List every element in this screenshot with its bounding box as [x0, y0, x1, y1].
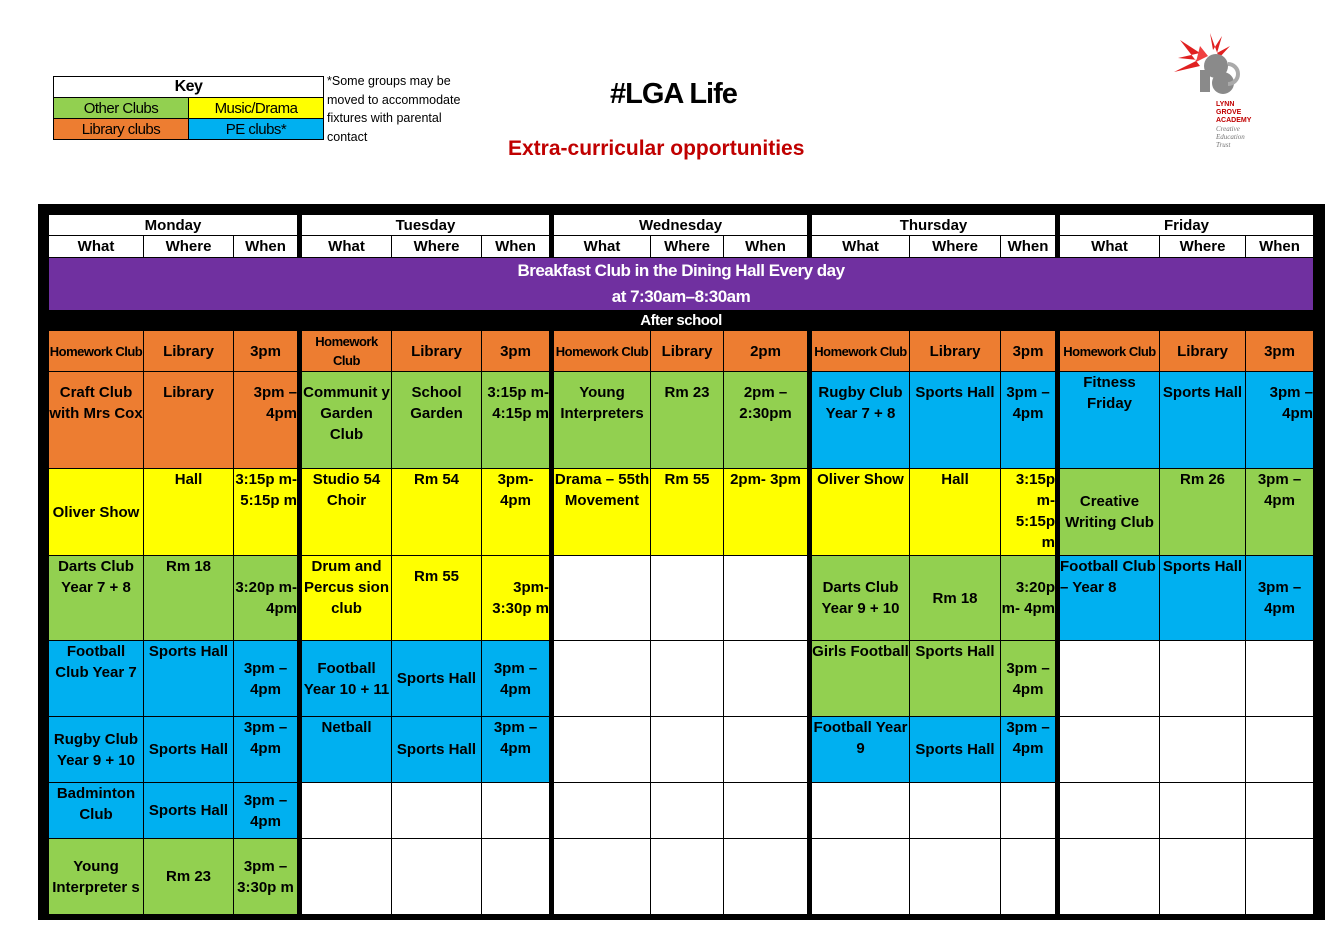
monday-what-cell: Football Club Year 7 [49, 641, 144, 717]
monday-when-cell: 3pm – 3:30p m [234, 839, 298, 915]
monday-where-cell: Hall [144, 469, 234, 556]
tuesday-what-cell [302, 783, 392, 839]
thursday-what-cell: Football Year 9 [812, 717, 910, 783]
thursday-what-cell: Homework Club [812, 331, 910, 372]
wednesday-where-cell [651, 839, 724, 915]
thursday-when-cell [1001, 839, 1056, 915]
where-header: Where [392, 236, 482, 258]
where-header: Where [910, 236, 1001, 258]
wednesday-what-cell: Homework Club [554, 331, 651, 372]
friday-what-cell [1060, 783, 1160, 839]
wednesday-where-cell: Rm 23 [651, 372, 724, 469]
tuesday-when-cell: 3pm [482, 331, 550, 372]
wednesday-where-cell [651, 783, 724, 839]
friday-where-cell [1160, 839, 1246, 915]
breakfast-line-1: Breakfast Club in the Dining Hall Every day [517, 261, 845, 280]
friday-when-cell: 3pm [1246, 331, 1314, 372]
when-header: When [724, 236, 808, 258]
thursday-where-cell: Hall [910, 469, 1001, 556]
monday-when-cell: 3pm – 4pm [234, 641, 298, 717]
breakfast-line-2: at 7:30am–8:30am [611, 287, 751, 306]
wednesday-when-cell: 2pm [724, 331, 808, 372]
after-school-banner: After school [49, 311, 1314, 331]
wednesday-when-cell [724, 641, 808, 717]
friday-when-cell: 3pm – 4pm [1246, 469, 1314, 556]
tuesday-what-cell: Football Year 10 + 11 [302, 641, 392, 717]
monday-where-cell: Sports Hall [144, 783, 234, 839]
wednesday-where-cell [651, 641, 724, 717]
wednesday-what-cell [554, 783, 651, 839]
thursday-when-cell: 3pm – 4pm [1001, 641, 1056, 717]
tuesday-when-cell: 3:15p m- 4:15p m [482, 372, 550, 469]
what-header: What [554, 236, 651, 258]
thursday-when-cell: 3:15p m- 5:15p m [1001, 469, 1056, 556]
wednesday-when-cell [724, 556, 808, 641]
monday-when-cell: 3pm [234, 331, 298, 372]
friday-what-cell [1060, 641, 1160, 717]
what-header: What [812, 236, 910, 258]
friday-where-cell [1160, 783, 1246, 839]
wednesday-when-cell: 2pm- 3pm [724, 469, 808, 556]
tuesday-when-cell [482, 783, 550, 839]
monday-what-cell: Oliver Show [49, 469, 144, 556]
key-library-clubs: Library clubs [54, 119, 189, 140]
tuesday-when-cell: 3pm- 4pm [482, 469, 550, 556]
thursday-when-cell: 3:20p m- 4pm [1001, 556, 1056, 641]
tuesday-where-cell: Library [392, 331, 482, 372]
thursday-what-cell [812, 783, 910, 839]
what-header: What [1060, 236, 1160, 258]
logo-line-2: ACADEMY [1216, 117, 1252, 124]
thursday-where-cell: Library [910, 331, 1001, 372]
friday-where-cell: Sports Hall [1160, 556, 1246, 641]
friday-when-cell: 3pm – 4pm [1246, 372, 1314, 469]
thursday-what-cell [812, 839, 910, 915]
friday-when-cell: 3pm – 4pm [1246, 556, 1314, 641]
wednesday-what-cell [554, 717, 651, 783]
where-header: Where [144, 236, 234, 258]
day-header-wednesday: Wednesday [554, 215, 808, 236]
friday-when-cell [1246, 717, 1314, 783]
page-title: #LGA Life [610, 78, 737, 110]
tuesday-where-cell: School Garden [392, 372, 482, 469]
thursday-when-cell [1001, 783, 1056, 839]
what-header: What [49, 236, 144, 258]
tuesday-what-cell: Netball [302, 717, 392, 783]
wednesday-what-cell [554, 556, 651, 641]
monday-when-cell: 3:20p m- 4pm [234, 556, 298, 641]
monday-what-cell: Badminton Club [49, 783, 144, 839]
key-table [53, 76, 324, 140]
monday-when-cell: 3:15p m- 5:15p m [234, 469, 298, 556]
tuesday-where-cell: Sports Hall [392, 717, 482, 783]
when-header: When [1246, 236, 1314, 258]
monday-where-cell: Rm 18 [144, 556, 234, 641]
tuesday-where-cell: Rm 54 [392, 469, 482, 556]
thursday-where-cell: Sports Hall [910, 717, 1001, 783]
monday-what-cell: Darts Club Year 7 + 8 [49, 556, 144, 641]
friday-what-cell: Creative Writing Club [1060, 469, 1160, 556]
logo-line-1: LYNN GROVE [1216, 101, 1242, 116]
thursday-what-cell: Oliver Show [812, 469, 910, 556]
monday-what-cell: Young Interpreter s [49, 839, 144, 915]
logo-emblem-icon [1170, 28, 1260, 100]
fixtures-note: *Some groups may be moved to accommodate fixtures with parental contact [327, 74, 461, 144]
wednesday-when-cell [724, 717, 808, 783]
friday-when-cell [1246, 839, 1314, 915]
when-header: When [234, 236, 298, 258]
tuesday-when-cell: 3pm – 4pm [482, 641, 550, 717]
friday-where-cell [1160, 641, 1246, 717]
wednesday-when-cell [724, 839, 808, 915]
monday-what-cell: Craft Club with Mrs Cox [49, 372, 144, 469]
where-header: Where [1160, 236, 1246, 258]
wednesday-what-cell [554, 641, 651, 717]
wednesday-when-cell: 2pm – 2:30pm [724, 372, 808, 469]
key-music-drama: Music/Drama [189, 98, 324, 119]
monday-when-cell: 3pm – 4pm [234, 783, 298, 839]
tuesday-what-cell: Drum and Percus sion club [302, 556, 392, 641]
friday-what-cell: Fitness Friday [1060, 372, 1160, 469]
page-subtitle: Extra-curricular opportunities [508, 137, 805, 160]
tuesday-what-cell [302, 839, 392, 915]
logo-line-3: Creative [1216, 125, 1240, 133]
where-header: Where [651, 236, 724, 258]
friday-when-cell [1246, 783, 1314, 839]
day-header-friday: Friday [1060, 215, 1314, 236]
friday-what-cell [1060, 717, 1160, 783]
thursday-where-cell: Rm 18 [910, 556, 1001, 641]
thursday-where-cell [910, 839, 1001, 915]
monday-where-cell: Library [144, 331, 234, 372]
tuesday-when-cell [482, 839, 550, 915]
tuesday-what-cell: Communit y Garden Club [302, 372, 392, 469]
thursday-where-cell: Sports Hall [910, 372, 1001, 469]
timetable [48, 214, 1314, 915]
thursday-when-cell: 3pm – 4pm [1001, 717, 1056, 783]
thursday-what-cell: Darts Club Year 9 + 10 [812, 556, 910, 641]
thursday-what-cell: Rugby Club Year 7 + 8 [812, 372, 910, 469]
key-title: Key [54, 77, 324, 98]
thursday-where-cell: Sports Hall [910, 641, 1001, 717]
monday-where-cell: Rm 23 [144, 839, 234, 915]
breakfast-club-banner [49, 258, 1314, 311]
wednesday-what-cell: Drama – 55th Movement [554, 469, 651, 556]
tuesday-where-cell: Rm 55 [392, 556, 482, 641]
friday-what-cell: Homework Club [1060, 331, 1160, 372]
logo-line-5: Trust [1216, 141, 1231, 149]
tuesday-where-cell [392, 839, 482, 915]
wednesday-what-cell: Young Interpreters [554, 372, 651, 469]
tuesday-when-cell: 3pm- 3:30p m [482, 556, 550, 641]
friday-where-cell: Library [1160, 331, 1246, 372]
friday-what-cell [1060, 839, 1160, 915]
wednesday-where-cell [651, 556, 724, 641]
friday-what-cell: Football Club – Year 8 [1060, 556, 1160, 641]
tuesday-where-cell: Sports Hall [392, 641, 482, 717]
friday-where-cell [1160, 717, 1246, 783]
school-logo [1170, 28, 1260, 148]
monday-where-cell: Sports Hall [144, 717, 234, 783]
tuesday-what-cell: Homework Club [302, 331, 392, 372]
key-other-clubs: Other Clubs [54, 98, 189, 119]
when-header: When [1001, 236, 1056, 258]
monday-when-cell: 3pm – 4pm [234, 717, 298, 783]
day-header-thursday: Thursday [812, 215, 1056, 236]
wednesday-where-cell: Rm 55 [651, 469, 724, 556]
day-header-tuesday: Tuesday [302, 215, 550, 236]
wednesday-where-cell: Library [651, 331, 724, 372]
tuesday-where-cell [392, 783, 482, 839]
wednesday-what-cell [554, 839, 651, 915]
friday-where-cell: Sports Hall [1160, 372, 1246, 469]
monday-where-cell: Library [144, 372, 234, 469]
tuesday-when-cell: 3pm – 4pm [482, 717, 550, 783]
friday-when-cell [1246, 641, 1314, 717]
monday-what-cell: Homework Club [49, 331, 144, 372]
friday-where-cell: Rm 26 [1160, 469, 1246, 556]
monday-what-cell: Rugby Club Year 9 + 10 [49, 717, 144, 783]
tuesday-what-cell: Studio 54 Choir [302, 469, 392, 556]
when-header: When [482, 236, 550, 258]
wednesday-where-cell [651, 717, 724, 783]
thursday-when-cell: 3pm [1001, 331, 1056, 372]
wednesday-when-cell [724, 783, 808, 839]
thursday-when-cell: 3pm – 4pm [1001, 372, 1056, 469]
what-header: What [302, 236, 392, 258]
thursday-where-cell [910, 783, 1001, 839]
logo-line-4: Education [1216, 133, 1245, 141]
monday-when-cell: 3pm – 4pm [234, 372, 298, 469]
key-pe-clubs: PE clubs* [189, 119, 324, 140]
day-header-monday: Monday [49, 215, 298, 236]
thursday-what-cell: Girls Football [812, 641, 910, 717]
monday-where-cell: Sports Hall [144, 641, 234, 717]
